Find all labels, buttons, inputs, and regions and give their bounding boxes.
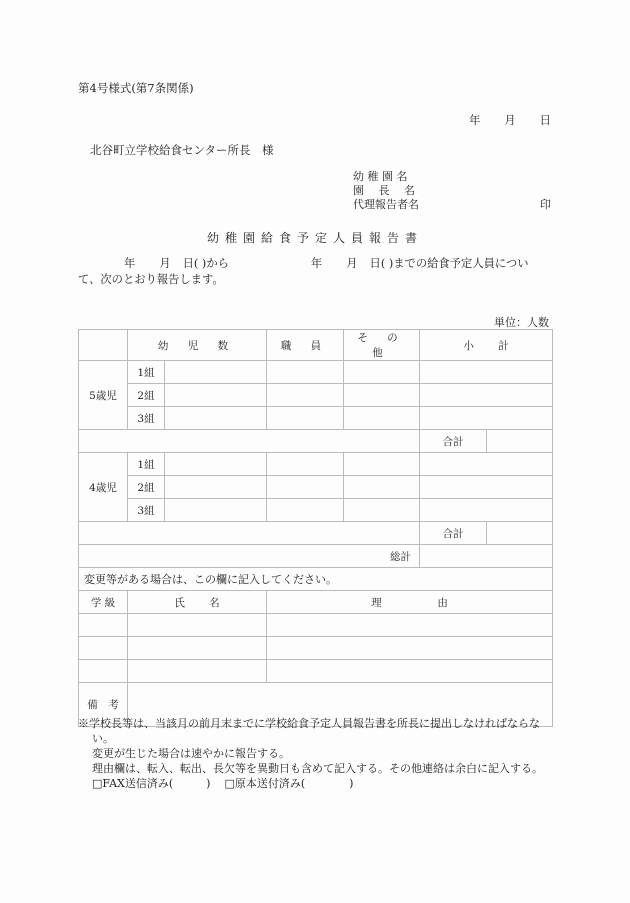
intro-day-1: 日( )から — [182, 257, 229, 270]
subtotal-cell[interactable] — [420, 384, 553, 407]
staff-cell[interactable] — [267, 407, 344, 430]
class-label: 1組 — [128, 453, 165, 476]
grand-total-cell[interactable] — [420, 545, 553, 568]
table-row — [79, 407, 553, 430]
date-year: 年 — [469, 113, 481, 127]
group-total-label: 合計 — [420, 430, 487, 453]
changes-name-cell[interactable] — [128, 637, 267, 660]
intro-month-1: 月 — [159, 257, 171, 270]
class-label: 2組 — [128, 476, 165, 499]
changes-header-row — [79, 591, 553, 614]
changes-row — [79, 614, 553, 637]
table-row — [79, 499, 553, 522]
remarks-label: 備 考 — [79, 683, 128, 727]
group-total-row — [79, 430, 553, 453]
report-date — [469, 112, 551, 128]
other-cell[interactable] — [344, 476, 420, 499]
table-row — [79, 361, 553, 384]
changes-instruction-row — [79, 568, 553, 591]
subtotal-cell[interactable] — [420, 453, 553, 476]
staff-cell[interactable] — [267, 361, 344, 384]
group-total-cell[interactable] — [487, 522, 553, 545]
changes-header-class: 学 級 — [79, 591, 128, 614]
other-cell[interactable] — [344, 361, 420, 384]
changes-class-cell[interactable] — [79, 614, 128, 637]
changes-header-name: 氏 名 — [128, 591, 267, 614]
changes-header-reason: 理 由 — [267, 591, 553, 614]
changes-name-cell[interactable] — [128, 614, 267, 637]
changes-class-cell[interactable] — [79, 660, 128, 683]
kindergarten-name-label: 幼 稚 園 名 — [353, 170, 408, 183]
class-label: 1組 — [128, 361, 165, 384]
staff-cell[interactable] — [267, 453, 344, 476]
changes-row — [79, 637, 553, 660]
group-label-4: 4歳児 — [79, 453, 128, 522]
children-cell[interactable] — [165, 453, 267, 476]
group-label-5: 5歳児 — [79, 361, 128, 430]
header-empty — [79, 330, 128, 361]
header-children: 幼 児 数 — [128, 330, 267, 361]
sender-block — [353, 170, 551, 212]
subtotal-cell[interactable] — [420, 407, 553, 430]
header-staff: 職 員 — [267, 330, 344, 361]
group-total-row — [79, 522, 553, 545]
note-2: 変更が生じた場合は速やかに報告する。 — [92, 747, 290, 760]
date-day: 日 — [539, 113, 551, 127]
class-label: 2組 — [128, 384, 165, 407]
intro-day-2: 日( )までの給食予定人員につい — [369, 257, 529, 270]
fax-sent-checkbox[interactable]: □FAX送信済み( ) — [92, 777, 211, 790]
grand-total-row — [79, 545, 553, 568]
group-total-cell[interactable] — [487, 430, 553, 453]
children-cell[interactable] — [165, 407, 267, 430]
table-row — [79, 384, 553, 407]
children-cell[interactable] — [165, 476, 267, 499]
note-1: ※学校長等は、当該月の前月末までに学校給食予定人員報告書を所長に提出しなければならない。 — [78, 717, 540, 745]
agent-reporter-label: 代理報告者名 — [353, 198, 419, 211]
note-3: 理由欄は、転入、転出、長欠等を異動日も含めて記入する。その他連絡は余白に記入する。 — [92, 762, 543, 775]
staff-cell[interactable] — [267, 384, 344, 407]
date-month: 月 — [504, 113, 516, 127]
other-cell[interactable] — [344, 499, 420, 522]
other-cell[interactable] — [344, 453, 420, 476]
children-cell[interactable] — [165, 384, 267, 407]
changes-reason-cell[interactable] — [267, 637, 553, 660]
staff-count-table — [78, 329, 553, 727]
group-total-spacer — [79, 430, 420, 453]
principal-name-label: 園 長 名 — [353, 184, 415, 197]
group-total-label: 合計 — [420, 522, 487, 545]
intro-line-2: て、次のとおり報告します。 — [78, 273, 224, 286]
form-number: 第4号様式(第7条関係) — [78, 81, 194, 95]
other-cell[interactable] — [344, 407, 420, 430]
intro-year-2: 年 — [310, 257, 323, 270]
intro-month-2: 月 — [346, 257, 358, 270]
class-label: 3組 — [128, 499, 165, 522]
staff-cell[interactable] — [267, 476, 344, 499]
unit-label: 単位：人数 — [494, 316, 549, 329]
document-title: 幼稚園給食予定人員報告書 — [206, 231, 423, 245]
table-row — [79, 476, 553, 499]
changes-class-cell[interactable] — [79, 637, 128, 660]
table-row — [79, 453, 553, 476]
children-cell[interactable] — [165, 499, 267, 522]
subtotal-cell[interactable] — [420, 361, 553, 384]
other-cell[interactable] — [344, 384, 420, 407]
seal-mark: 印 — [540, 198, 551, 211]
changes-name-cell[interactable] — [128, 660, 267, 683]
changes-reason-cell[interactable] — [267, 614, 553, 637]
intro-text — [78, 256, 552, 288]
header-subtotal: 小 計 — [420, 330, 553, 361]
original-sent-checkbox[interactable]: □原本送付済み( ) — [224, 777, 354, 790]
intro-year-1: 年 — [124, 257, 136, 270]
grand-total-label: 総計 — [79, 545, 420, 568]
notes — [78, 716, 554, 791]
children-cell[interactable] — [165, 361, 267, 384]
subtotal-cell[interactable] — [420, 499, 553, 522]
changes-instruction: 変更等がある場合は、この欄に記入してください。 — [79, 568, 553, 591]
changes-row — [79, 660, 553, 683]
submission-checkboxes — [78, 776, 554, 791]
addressee: 北谷町立学校給食センター所長 様 — [90, 143, 274, 157]
group-total-spacer — [79, 522, 420, 545]
changes-reason-cell[interactable] — [267, 660, 553, 683]
staff-cell[interactable] — [267, 499, 344, 522]
table-header-row — [79, 330, 553, 361]
header-other: そ の 他 — [344, 330, 420, 361]
class-label: 3組 — [128, 407, 165, 430]
subtotal-cell[interactable] — [420, 476, 553, 499]
